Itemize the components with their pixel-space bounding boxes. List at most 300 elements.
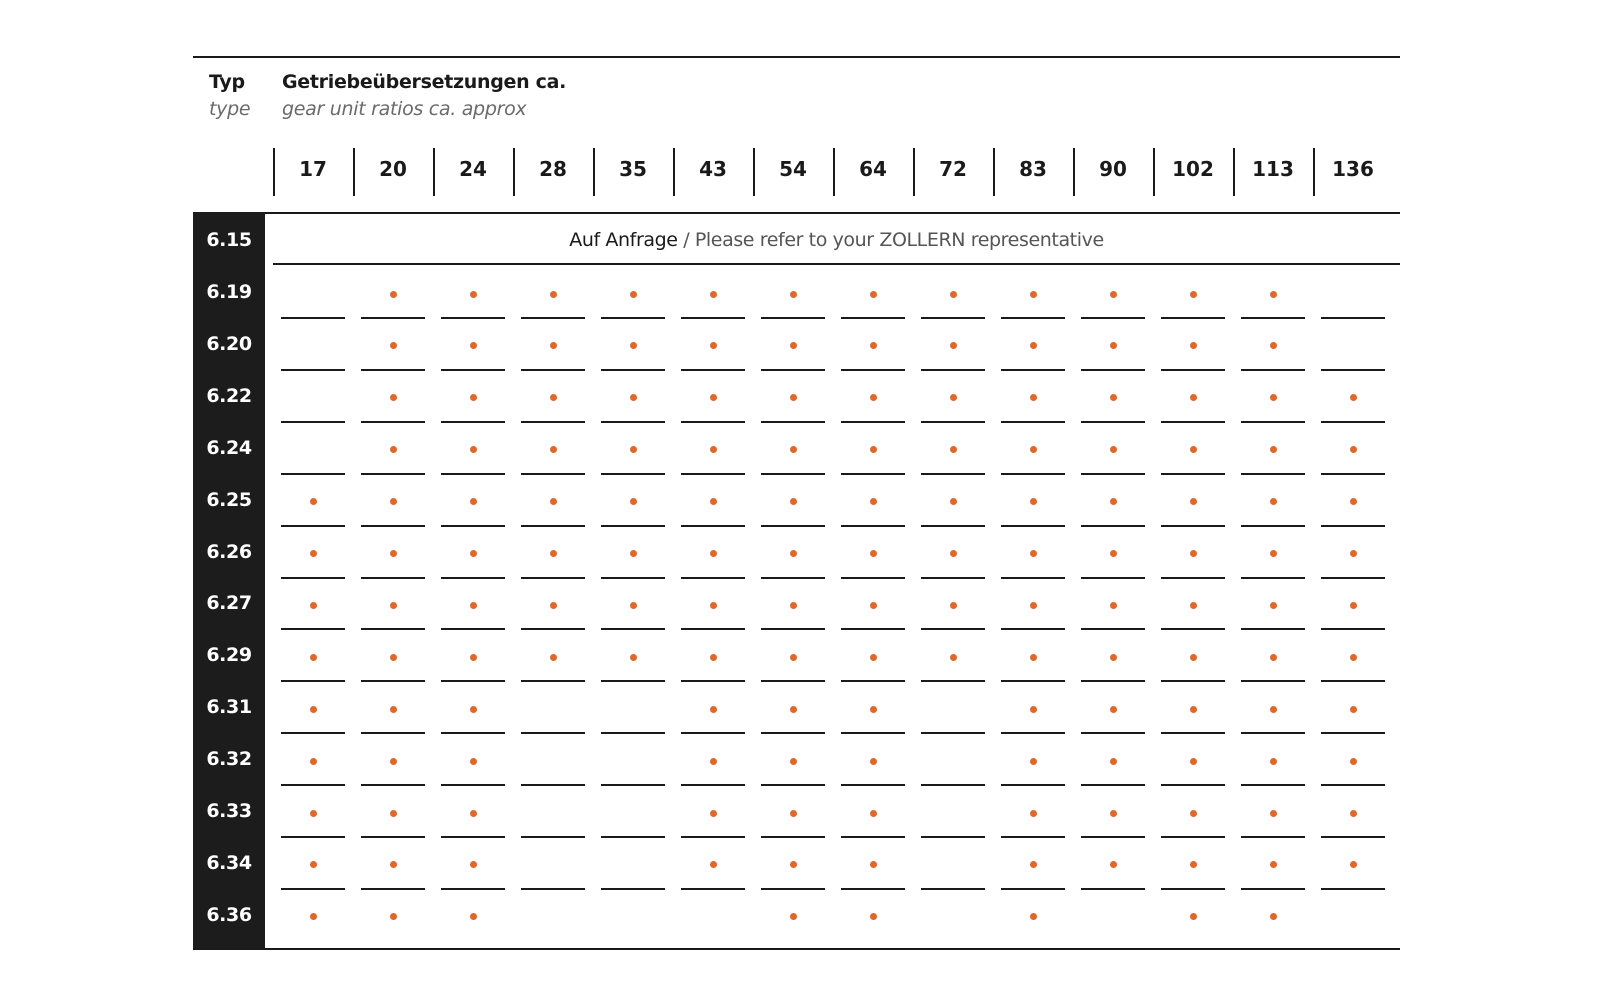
cell-underline (841, 577, 905, 579)
availability-dot (1350, 498, 1357, 505)
availability-dot (1030, 654, 1037, 661)
cell-underline (761, 732, 825, 734)
availability-dot (710, 498, 717, 505)
availability-dot (1270, 446, 1277, 453)
ratio-separator (1153, 148, 1155, 196)
cell-underline (281, 473, 345, 475)
availability-dot (790, 654, 797, 661)
cell-underline (1081, 421, 1145, 423)
cell-underline (1241, 473, 1305, 475)
cell-underline (841, 421, 905, 423)
cell-underline (1161, 369, 1225, 371)
cell-underline (1321, 836, 1385, 838)
cell-underline (441, 628, 505, 630)
cell-underline (1001, 421, 1065, 423)
ratios-header-en: gear unit ratios ca. approx (282, 98, 527, 120)
cell-underline (841, 680, 905, 682)
availability-dot (1350, 758, 1357, 765)
cell-underline (761, 888, 825, 890)
availability-dot (870, 291, 877, 298)
type-header-de: Typ (209, 71, 245, 93)
availability-dot (1110, 394, 1117, 401)
ratio-header-136: 136 (1332, 157, 1374, 181)
availability-dot (630, 446, 637, 453)
availability-dot (870, 861, 877, 868)
cell-underline (681, 369, 745, 371)
availability-dot (1350, 446, 1357, 453)
availability-dot (1270, 550, 1277, 557)
availability-dot (1270, 810, 1277, 817)
cell-underline (1161, 888, 1225, 890)
availability-dot (710, 861, 717, 868)
availability-dot (1030, 913, 1037, 920)
cell-underline (1161, 836, 1225, 838)
availability-dot (1190, 654, 1197, 661)
availability-dot (1030, 446, 1037, 453)
cell-underline (601, 784, 665, 786)
availability-dot (1270, 291, 1277, 298)
cell-underline (921, 525, 985, 527)
availability-dot (630, 654, 637, 661)
availability-dot (710, 446, 717, 453)
cell-underline (361, 836, 425, 838)
availability-dot (790, 602, 797, 609)
bottom-rule (193, 948, 1400, 950)
cell-underline (1321, 317, 1385, 319)
availability-dot (550, 550, 557, 557)
cell-underline (761, 421, 825, 423)
availability-dot (470, 550, 477, 557)
cell-underline (601, 317, 665, 319)
header-bottom-rule (193, 212, 1400, 214)
type-label-6.25: 6.25 (206, 488, 252, 511)
availability-dot (710, 758, 717, 765)
ratios-header-de: Getriebeübersetzungen ca. (282, 71, 567, 93)
ratio-header-35: 35 (619, 157, 647, 181)
cell-underline (1081, 680, 1145, 682)
cell-underline (1081, 577, 1145, 579)
availability-dot (870, 550, 877, 557)
availability-dot (1030, 342, 1037, 349)
availability-dot (310, 498, 317, 505)
availability-dot (790, 758, 797, 765)
ratio-header-17: 17 (299, 157, 327, 181)
availability-dot (1270, 706, 1277, 713)
cell-underline (1321, 732, 1385, 734)
availability-dot (790, 913, 797, 920)
type-label-6.29: 6.29 (206, 644, 252, 667)
type-column-band (193, 213, 265, 949)
type-label-6.19: 6.19 (206, 281, 252, 303)
ratio-header-90: 90 (1099, 157, 1127, 181)
cell-underline (521, 836, 585, 838)
cell-underline (441, 784, 505, 786)
cell-underline (521, 577, 585, 579)
cell-underline (681, 577, 745, 579)
cell-underline (841, 784, 905, 786)
cell-underline (361, 473, 425, 475)
availability-dot (790, 498, 797, 505)
ratio-separator (913, 148, 915, 196)
cell-underline (681, 784, 745, 786)
availability-dot (1270, 861, 1277, 868)
availability-dot (310, 913, 317, 920)
type-label-6.24: 6.24 (206, 436, 252, 459)
on-request-rule (273, 263, 1400, 265)
ratio-separator (673, 148, 675, 196)
cell-underline (1001, 525, 1065, 527)
ratio-header-28: 28 (539, 157, 567, 181)
cell-underline (761, 836, 825, 838)
availability-dot (1350, 861, 1357, 868)
availability-dot (710, 291, 717, 298)
availability-dot (790, 394, 797, 401)
cell-underline (601, 680, 665, 682)
availability-dot (1190, 342, 1197, 349)
cell-underline (281, 369, 345, 371)
ratio-separator (1313, 148, 1315, 196)
availability-dot (950, 654, 957, 661)
ratio-separator (993, 148, 995, 196)
cell-underline (1081, 369, 1145, 371)
availability-dot (310, 810, 317, 817)
availability-dot (790, 810, 797, 817)
availability-dot (1190, 394, 1197, 401)
availability-dot (550, 654, 557, 661)
availability-dot (470, 913, 477, 920)
type-label-6.22: 6.22 (206, 384, 252, 407)
cell-underline (1241, 732, 1305, 734)
type-label-6.20: 6.20 (206, 332, 252, 355)
type-label-6.33: 6.33 (206, 800, 252, 822)
availability-dot (710, 810, 717, 817)
cell-underline (441, 680, 505, 682)
availability-dot (870, 602, 877, 609)
availability-dot (390, 810, 397, 817)
availability-dot (1110, 446, 1117, 453)
cell-underline (361, 577, 425, 579)
ratio-header-83: 83 (1019, 157, 1047, 181)
cell-underline (921, 888, 985, 890)
ratio-separator (1233, 148, 1235, 196)
cell-underline (841, 369, 905, 371)
availability-dot (310, 654, 317, 661)
availability-dot (1030, 291, 1037, 298)
availability-dot (870, 758, 877, 765)
availability-dot (1350, 394, 1357, 401)
availability-dot (390, 550, 397, 557)
availability-dot (870, 810, 877, 817)
cell-underline (601, 421, 665, 423)
cell-underline (521, 369, 585, 371)
availability-dot (310, 602, 317, 609)
cell-underline (761, 577, 825, 579)
availability-dot (310, 758, 317, 765)
ratio-separator (753, 148, 755, 196)
cell-underline (1321, 784, 1385, 786)
availability-dot (310, 706, 317, 713)
availability-dot (710, 602, 717, 609)
availability-dot (710, 706, 717, 713)
cell-underline (1161, 784, 1225, 786)
cell-underline (1241, 628, 1305, 630)
availability-dot (1030, 810, 1037, 817)
availability-dot (870, 498, 877, 505)
cell-underline (1001, 369, 1065, 371)
availability-dot (550, 291, 557, 298)
ratio-separator (433, 148, 435, 196)
cell-underline (1321, 525, 1385, 527)
cell-underline (1161, 577, 1225, 579)
availability-dot (870, 446, 877, 453)
availability-dot (630, 602, 637, 609)
availability-dot (1350, 706, 1357, 713)
cell-underline (1161, 732, 1225, 734)
cell-underline (681, 525, 745, 527)
availability-dot (1190, 810, 1197, 817)
availability-dot (390, 446, 397, 453)
cell-underline (1161, 317, 1225, 319)
availability-dot (470, 861, 477, 868)
cell-underline (601, 577, 665, 579)
cell-underline (521, 473, 585, 475)
cell-underline (1001, 836, 1065, 838)
availability-dot (1030, 498, 1037, 505)
cell-underline (841, 473, 905, 475)
cell-underline (1321, 369, 1385, 371)
availability-dot (1190, 550, 1197, 557)
cell-underline (521, 317, 585, 319)
availability-dot (390, 342, 397, 349)
availability-dot (710, 654, 717, 661)
availability-dot (1270, 654, 1277, 661)
cell-underline (681, 680, 745, 682)
cell-underline (1321, 473, 1385, 475)
availability-dot (550, 446, 557, 453)
availability-dot (630, 550, 637, 557)
cell-underline (1241, 525, 1305, 527)
availability-dot (1110, 498, 1117, 505)
type-label-on-request: 6.15 (206, 229, 252, 251)
availability-dot (950, 394, 957, 401)
cell-underline (1321, 888, 1385, 890)
availability-dot (390, 654, 397, 661)
availability-dot (390, 602, 397, 609)
availability-dot (950, 291, 957, 298)
cell-underline (601, 732, 665, 734)
availability-dot (950, 602, 957, 609)
cell-underline (1081, 317, 1145, 319)
cell-underline (361, 317, 425, 319)
availability-dot (1190, 861, 1197, 868)
availability-dot (870, 394, 877, 401)
cell-underline (1161, 628, 1225, 630)
cell-underline (1241, 577, 1305, 579)
cell-underline (361, 888, 425, 890)
cell-underline (281, 628, 345, 630)
cell-underline (1001, 473, 1065, 475)
availability-dot (790, 342, 797, 349)
cell-underline (921, 680, 985, 682)
cell-underline (521, 421, 585, 423)
availability-dot (710, 342, 717, 349)
cell-underline (1081, 732, 1145, 734)
cell-underline (361, 680, 425, 682)
availability-dot (1030, 602, 1037, 609)
availability-dot (390, 498, 397, 505)
availability-dot (1190, 446, 1197, 453)
cell-underline (281, 732, 345, 734)
ratio-separator (1073, 148, 1075, 196)
cell-underline (921, 784, 985, 786)
cell-underline (1161, 680, 1225, 682)
cell-underline (1321, 628, 1385, 630)
availability-dot (1030, 861, 1037, 868)
availability-dot (1350, 602, 1357, 609)
cell-underline (361, 732, 425, 734)
type-label-6.26: 6.26 (206, 540, 252, 563)
type-label-6.36: 6.36 (206, 903, 252, 926)
availability-dot (1350, 810, 1357, 817)
availability-dot (1270, 913, 1277, 920)
cell-underline (441, 421, 505, 423)
cell-underline (361, 421, 425, 423)
availability-dot (1110, 550, 1117, 557)
availability-dot (390, 394, 397, 401)
ratio-header-54: 54 (779, 157, 807, 181)
availability-dot (1190, 913, 1197, 920)
on-request-separator: / (677, 229, 695, 251)
cell-underline (921, 473, 985, 475)
availability-dot (550, 498, 557, 505)
cell-underline (841, 525, 905, 527)
cell-underline (1241, 680, 1305, 682)
cell-underline (361, 784, 425, 786)
cell-underline (281, 525, 345, 527)
ratio-separator (593, 148, 595, 196)
cell-underline (1081, 836, 1145, 838)
cell-underline (441, 888, 505, 890)
availability-dot (1030, 394, 1037, 401)
availability-dot (950, 550, 957, 557)
cell-underline (761, 784, 825, 786)
availability-dot (630, 342, 637, 349)
cell-underline (1081, 525, 1145, 527)
cell-underline (681, 421, 745, 423)
cell-underline (761, 525, 825, 527)
availability-dot (550, 602, 557, 609)
cell-underline (281, 680, 345, 682)
cell-underline (681, 317, 745, 319)
cell-underline (921, 836, 985, 838)
availability-dot (1110, 291, 1117, 298)
availability-dot (710, 394, 717, 401)
cell-underline (281, 421, 345, 423)
ratio-header-64: 64 (859, 157, 887, 181)
cell-underline (281, 317, 345, 319)
cell-underline (1001, 680, 1065, 682)
cell-underline (521, 732, 585, 734)
cell-underline (1161, 473, 1225, 475)
cell-underline (521, 784, 585, 786)
availability-dot (1190, 758, 1197, 765)
availability-dot (1190, 602, 1197, 609)
availability-dot (1270, 342, 1277, 349)
cell-underline (521, 628, 585, 630)
availability-dot (1110, 654, 1117, 661)
availability-dot (550, 394, 557, 401)
cell-underline (1161, 525, 1225, 527)
ratio-header-102: 102 (1172, 157, 1214, 181)
cell-underline (1081, 473, 1145, 475)
cell-underline (841, 836, 905, 838)
cell-underline (521, 680, 585, 682)
availability-dot (790, 446, 797, 453)
cell-underline (441, 473, 505, 475)
availability-dot (790, 706, 797, 713)
cell-underline (281, 784, 345, 786)
cell-underline (1081, 784, 1145, 786)
availability-dot (470, 706, 477, 713)
cell-underline (601, 836, 665, 838)
availability-dot (1110, 810, 1117, 817)
availability-dot (550, 342, 557, 349)
ratio-separator (273, 148, 275, 196)
availability-dot (790, 550, 797, 557)
cell-underline (521, 525, 585, 527)
availability-dot (1190, 706, 1197, 713)
cell-underline (601, 369, 665, 371)
ratio-header-20: 20 (379, 157, 407, 181)
availability-dot (390, 861, 397, 868)
availability-dot (390, 758, 397, 765)
availability-dot (470, 602, 477, 609)
availability-dot (1270, 498, 1277, 505)
availability-dot (470, 498, 477, 505)
cell-underline (681, 888, 745, 890)
availability-dot (1110, 602, 1117, 609)
availability-dot (470, 394, 477, 401)
cell-underline (361, 628, 425, 630)
type-header-en: type (209, 98, 251, 120)
availability-dot (870, 654, 877, 661)
availability-dot (470, 342, 477, 349)
availability-dot (1270, 758, 1277, 765)
cell-underline (1321, 680, 1385, 682)
cell-underline (601, 473, 665, 475)
availability-dot (1270, 394, 1277, 401)
cell-underline (601, 628, 665, 630)
cell-underline (681, 473, 745, 475)
cell-underline (441, 525, 505, 527)
cell-underline (601, 525, 665, 527)
availability-dot (1030, 706, 1037, 713)
cell-underline (1241, 317, 1305, 319)
availability-dot (790, 861, 797, 868)
cell-underline (681, 628, 745, 630)
cell-underline (281, 888, 345, 890)
cell-underline (921, 421, 985, 423)
availability-dot (710, 550, 717, 557)
top-rule (193, 56, 1400, 58)
cell-underline (441, 836, 505, 838)
cell-underline (921, 577, 985, 579)
availability-dot (1350, 550, 1357, 557)
cell-underline (1001, 628, 1065, 630)
cell-underline (681, 732, 745, 734)
availability-dot (1190, 291, 1197, 298)
availability-dot (870, 706, 877, 713)
